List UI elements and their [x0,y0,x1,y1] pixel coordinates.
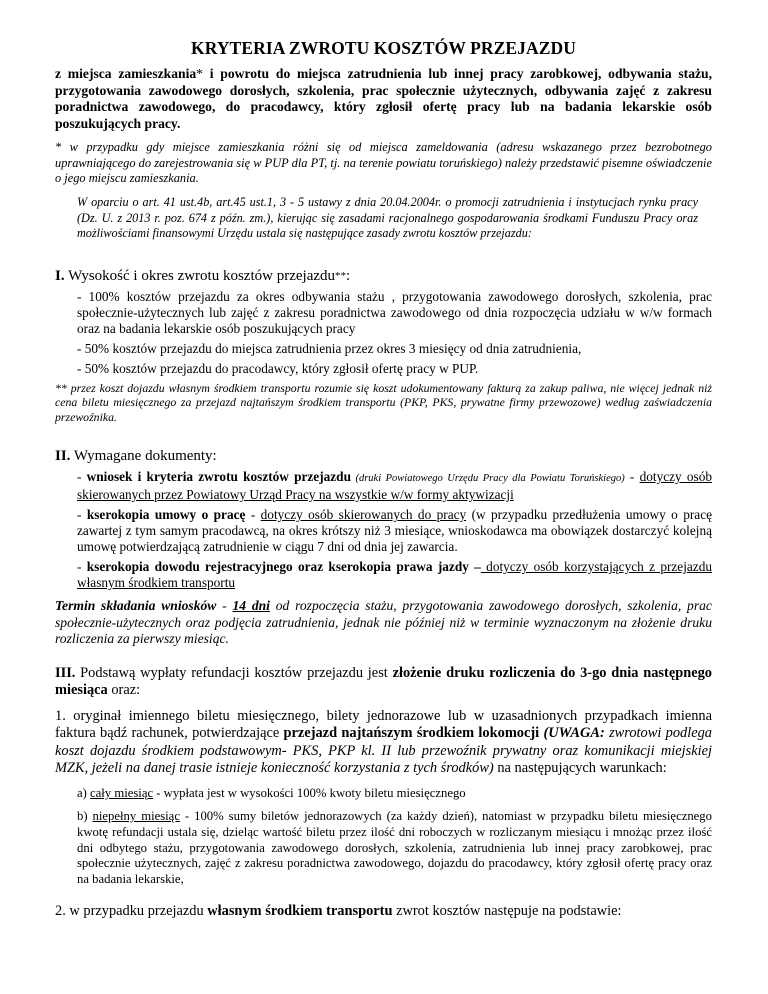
section-2-title: Wymagane dokumenty: [70,448,217,465]
section-1-title: Wysokość i okres zwrotu kosztów przejazdu [64,268,336,285]
section-3-bold: złożenie druku rozliczenia do 3-go dnia następnego miesiąca [55,664,712,699]
document-subtitle [55,66,712,132]
subitem-label: a) [77,785,91,800]
document-item-application [77,469,712,503]
section-3-text-end: oraz: [107,682,141,699]
doc-note: (druki Powiatowego Urzędu Pracy dla Powiatu Toruńskiego) [350,473,625,485]
doc-scope: dotyczy osób korzystających z przejazdu własnym środkiem transportu [77,559,712,591]
section-3-heading [55,665,712,700]
doc-name: kserokopia dowodu rejestracyjnego oraz kserokopia prawa jazdy – [86,559,481,575]
subitem-title: cały miesiąc [90,785,154,800]
condition-1 [55,708,712,778]
dash: - [77,469,87,485]
document-item-registration [77,559,712,591]
deadline-details: od rozpoczęcia stażu, przygotowania zawodowego dorosłych, szkolenia, prac społecznie-użytecznych oraz podjęcia zatrudnienia, jednak nie później niż w terminie wyznaczonym na złożenie druku rozliczenia za pierwszy miesiąc. [55,598,712,647]
footnote-transport: ** przez koszt dojazdu własnym środkiem transportu rozumie się koszt udokumentowany fakturą za zakup paliwa, nie więcej jednak niż cena biletu miesięcznego za przejazd najtańszym środkiem transportu (PKP, PKS, prywatne firmy przewozowe) według zaświadczenia przewoźnika. [55,381,712,424]
condition-2-bold: własnym środkiem transportu [207,903,393,920]
subitem-label: b) [77,809,93,824]
subtitle-star: * [196,66,203,81]
section-2-heading [55,448,712,465]
section-1-heading [55,268,712,285]
application-deadline [55,598,712,648]
condition-1-start: 1. oryginał imiennego biletu miesięcznego, bilety jednorazowe lub w uzasadnionych przypadkach imienna faktura bądź rachunek, potwierdzające [55,707,712,742]
doc-scope: dotyczy osób skierowanych do pracy [260,507,467,523]
subtitle-part1: z miejsca zamieszkania [55,66,197,81]
section-1-colon: : [346,268,351,285]
condition-1-warning-label: (UWAGA: [539,725,605,742]
condition-1-warning: zwrotowi podlega koszt dojazdu środkiem podstawowym- PKS, PKP kl. II lub przewoźnik prywatny oraz komunikacji miejskiej MZK, jeżeli na danej trasie istnieje konieczność korzystania z tych środków) [55,725,712,777]
section-1-number: I. [55,268,65,285]
legal-basis: W oparciu o art. 41 ust.4b, art.45 ust.1, 3 - 5 ustawy z dnia 20.04.2004r. o promocji zatrudnienia i instytucjach rynku pracy (Dz. U. z 2013 r. poz. 674 z późn. zm.), kierując się zasadami racjonalnego gospodarowania środkami Funduszu Pracy oraz możliwościami finansowymi Urzędu ustala się następujące zasady zwrotu kosztów przejazdu: [77,195,698,240]
section-2-number: II. [55,448,71,465]
condition-2-end: zwrot kosztów następuje na podstawie: [392,903,622,920]
doc-name: wniosek i kryteria zwrotu kosztów przejazdu [86,469,351,485]
subitem-full-month [77,786,712,802]
document-item-employment-contract [77,507,712,555]
condition-2 [55,903,712,921]
dash: - [77,507,87,523]
deadline-label: Termin składania wniosków [55,598,217,614]
dash: - [77,559,87,575]
section-3-text: Podstawą wypłaty refundacji kosztów przejazdu jest [75,664,393,681]
footnote-residence: * w przypadku gdy miejsce zamieszkania różni się od miejsca zameldowania (adresu wskazanego przez bezrobotnego uprawniającego do zarejestrowania się w PUP dla PT, tj. na terenie powiatu toruńskiego) należy przedstawić pisemne oświadczenie o jego miejscu zamieszkania. [55,140,712,185]
list-item: - 50% kosztów przejazdu do pracodawcy, który zgłosił ofertę pracy w PUP. [77,361,479,377]
condition-1-end: na następujących warunkach: [493,760,667,777]
subitem-text: - wypłata jest w wysokości 100% kwoty biletu miesięcznego [153,785,466,800]
doc-scope: dotyczy osób skierowanych przez Powiatowy Urząd Pracy na wszystkie w/w formy aktywizacji [77,469,712,503]
separator: - [216,598,233,614]
doc-details: (w przypadku przedłużenia umowy o pracę zawartej z tym samym pracodawcą, na okres krótszy niż 3 miesiące, wnioskodawca ma obowiązek dostarczyć kolejną umowę potwierdzającą zatrudnienie w ciągu 7 dni od dnia jej zawarcia. [77,507,713,555]
section-2-items [55,469,712,591]
list-item: - 50% kosztów przejazdu do miejsca zatrudnienia przez okres 3 miesięcy od dnia zatrudnienia, [77,341,582,357]
section-3-number: III. [55,664,76,681]
deadline-days: 14 dni [232,598,270,614]
page-title: KRYTERIA ZWROTU KOSZTÓW PRZEJAZDU [190,38,576,58]
condition-1-bold: przejazd najtańszym środkiem lokomocji [283,725,540,742]
separator: - [245,507,261,523]
subitem-text: - 100% sumy biletów jednorazowych (za każdy dzień), natomiast w przypadku biletu miesięcznego kwotę refundacji ustala się, dzieląc wartość biletu przez ilość dni roboczych w rozliczanym miesiącu i mnożąc przez ilość dni odbytego stażu, przygotowania zawodowego dorosłych, szkolenia, zatrudnienia lub innej pracy zarobkowej, prac społecznie użytecznych, zajęć z zakresu poradnictwa zawodowego, dojazdu do pracodawcy, który zgłosił ofertę pracy oraz na badania lekarskie, [77,809,712,886]
subtitle-part2: i powrotu do miejsca zatrudnienia lub innej pracy zarobkowej, odbywania stażu, przygotowania zawodowego dorosłych, szkolenia, prac społecznie użytecznych, odbywania zajęć z zakresu poradnictwa zawodowego, do pracodawcy, który zgłosił ofertę pracy lub na badania lekarskie osób poszukujących pracy. [55,66,712,131]
subitem-partial-month [77,809,712,887]
section-1-stars: ** [335,270,347,283]
condition-2-start: 2. w przypadku przejazdu [55,903,208,920]
section-1-items [55,289,712,377]
doc-name: kserokopia umowy o pracę [86,507,246,523]
list-item: - 100% kosztów przejazdu za okres odbywania stażu , przygotowania zawodowego dorosłych, szkolenia, prac społecznie-użytecznych lub zajęć z zakresu poradnictwa zawodowego od dnia rozpoczęcia udziału w w/w formach oraz na badania lekarskie osób poszukujących pracy [77,289,712,337]
subitem-title: niepełny miesiąc [92,809,180,824]
dash: - [624,469,635,485]
condition-1-subitems [55,786,712,888]
